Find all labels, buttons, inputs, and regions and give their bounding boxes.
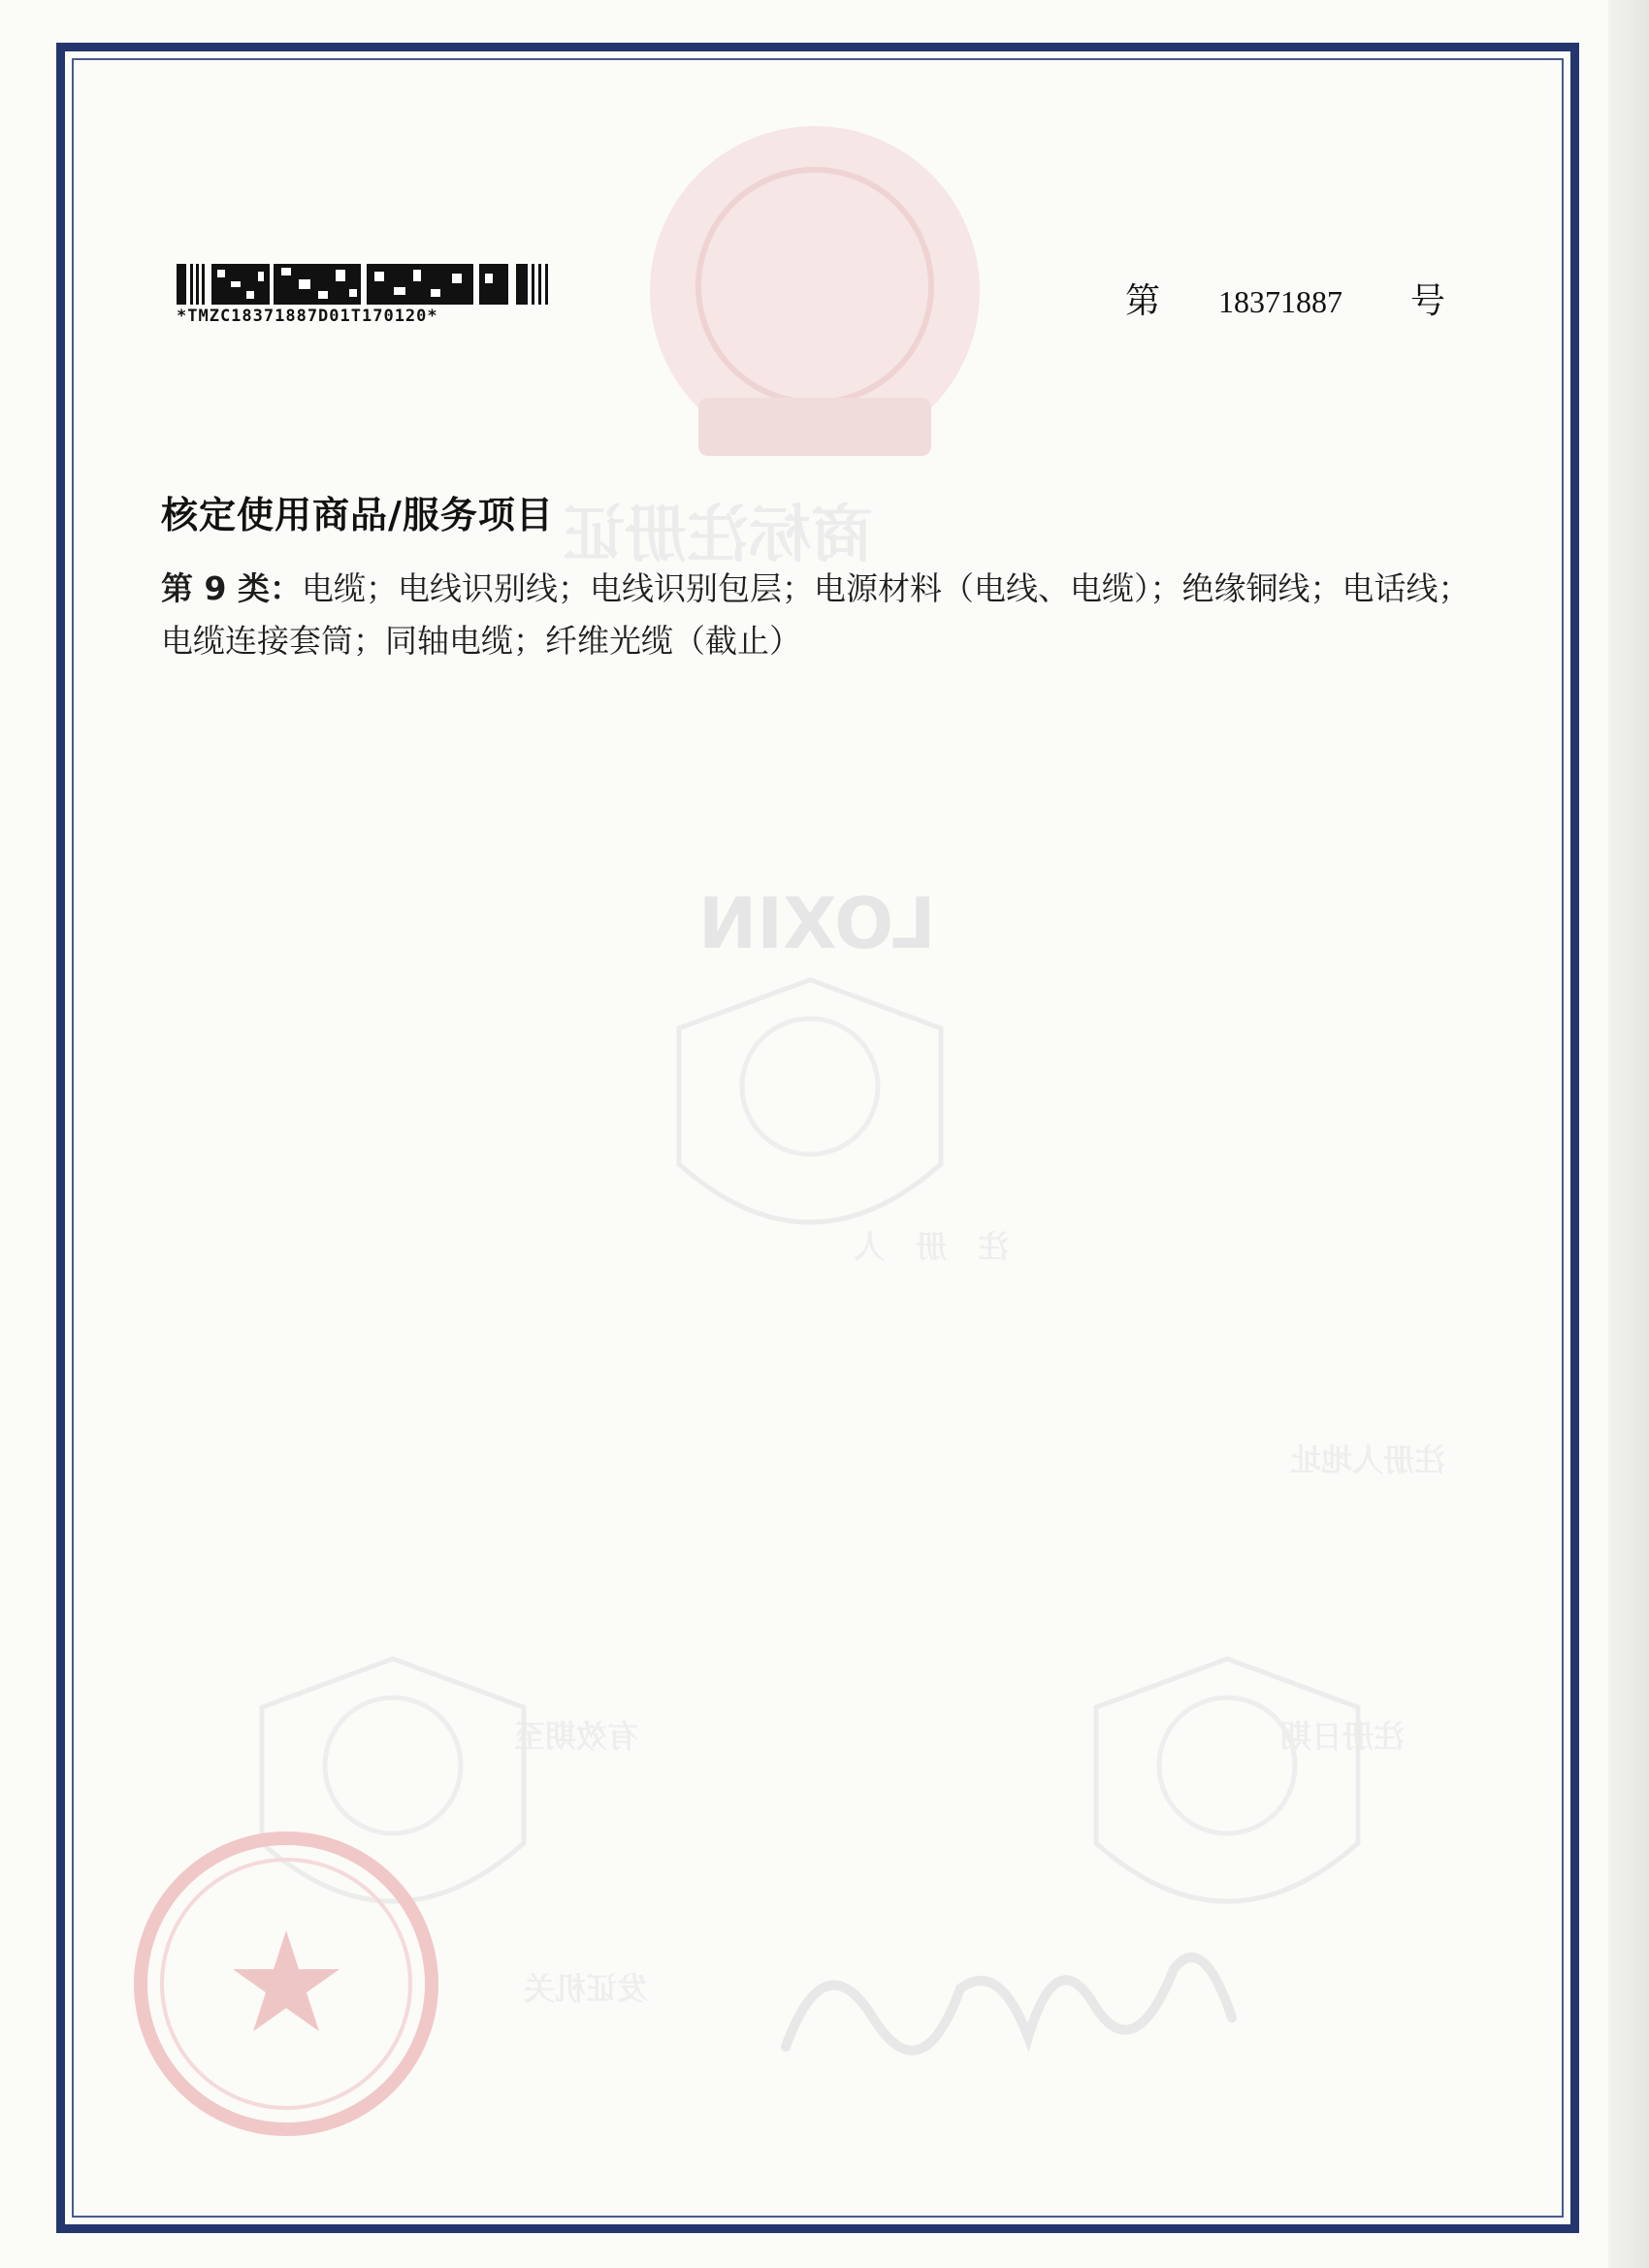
barcode (177, 264, 555, 305)
signature-icon (766, 1901, 1251, 2095)
show-through-mark: LOXIN (698, 883, 936, 964)
section-heading: 核定使用商品/服务项目 (161, 494, 554, 536)
show-through-line-1: 注 册 人 (854, 1228, 1010, 1265)
national-emblem-icon (650, 970, 970, 1290)
show-through-line-3: 注册日期 (1280, 1718, 1406, 1755)
official-seal-icon (126, 1824, 446, 2144)
show-through-line-2: 注册人地址 (1290, 1442, 1446, 1478)
barcode-caption: *TMZC18371887D01T170120* (177, 307, 438, 326)
registration-prefix: 第 (1125, 281, 1161, 321)
paper-edge (1608, 0, 1649, 2268)
goods-class-label: 第 9 类： (161, 569, 302, 607)
national-emblem-icon (640, 116, 989, 475)
registration-number-value: 18371887 (1218, 284, 1343, 319)
show-through-line-4: 有效期至 (514, 1718, 639, 1755)
registration-number (1125, 274, 1445, 323)
goods-items-text: 电缆；电线识别线；电线识别包层；电源材料（电线、电缆）；绝缘铜线；电话线；电缆连接套筒；同轴电缆；纤维光缆（截止） (161, 569, 1471, 660)
show-through-line-5: 发证机关 (524, 1970, 649, 2007)
show-through-title: 商标注册证 (563, 500, 873, 571)
goods-list (161, 563, 1471, 667)
registration-suffix: 号 (1410, 281, 1446, 321)
